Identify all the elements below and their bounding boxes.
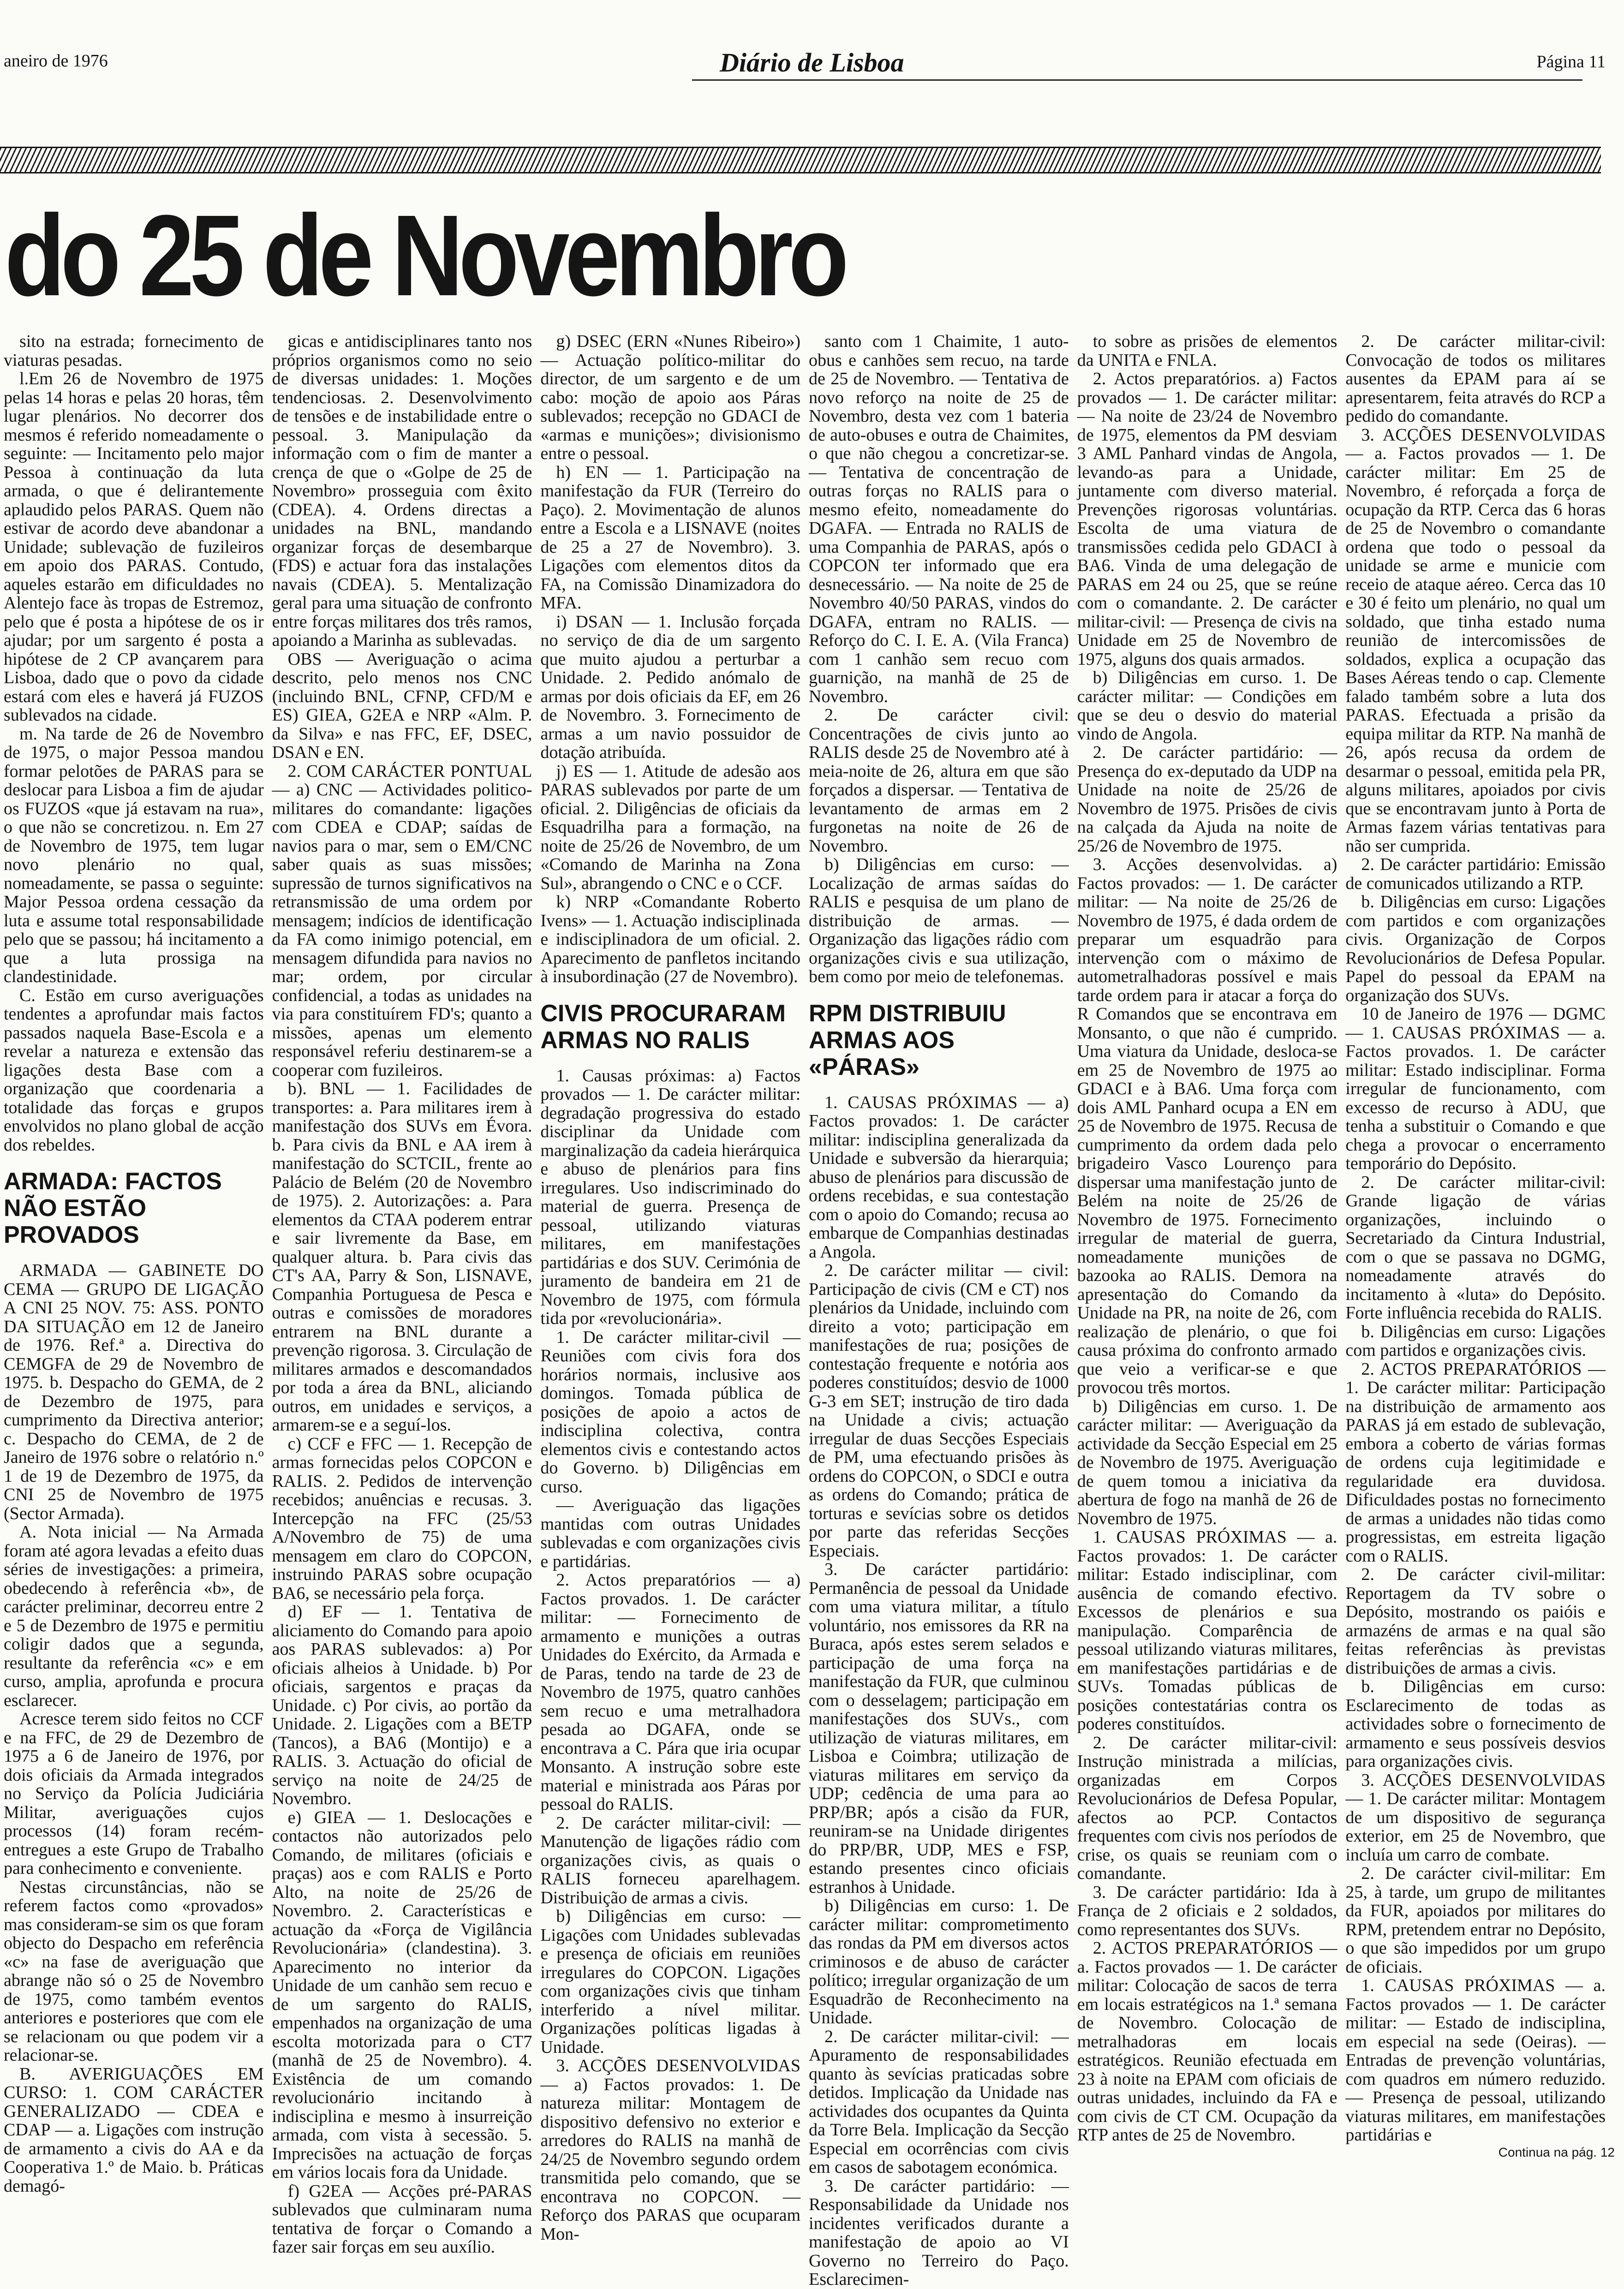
section-heading: ARMADA: FACTOS NÃO ESTÃO PROVADOS: [4, 1168, 222, 1248]
paragraph: 3. Acções desenvolvidas. a) Factos provados: — 1. De carácter militar: — Na noite de 25/26 de Novembro de 1975, é dada ordem de preparar um esquadrão para intervenção com o máximo de autometralhadoras possível e mais tarde ordem para ir atacar a força do R Comandos que se encontrava em Monsanto, o que não é cumprido. Uma viatura da Unidade, desloca-se em 25 de Novembro de 1975 ao GDACI e à BA6. Uma força com dois AML Panhard ocupa a EN em 25 de Novembro de 1975. Recusa de cumprimento da ordem dada pelo brigadeiro Vasco Lourenço para dispersar uma manifestação junto de Belém na noite de 25/26 de Novembro de 1975. Fornecimento irregular de material de guerra, nomeadamente munições de bazooka ao RALIS. Demora na apresentação do Comando da Unidade na PR, na noite de 26, com realização de plenário, o que foi causa próxima do confronto armado que veio a verificar-se e que provocou três mortos.: [1077, 855, 1337, 1397]
paragraph: B. AVERIGUAÇÕES EM CURSO: 1. COM CARÁCTER GENERALIZADO — CDEA e CDAP — a. Ligações com instrução de armamento a civis do AA e da Cooperativa 1.º de Maio. b. Práticas demagó-: [4, 2064, 264, 2196]
column-3: [540, 332, 801, 2244]
paragraph: 2. De carácter militar-civil: — Manutenção de ligações rádio com organizações civis, as quais o RALIS forneceu aparelhagem. Distribuição de armas a civis.: [540, 1813, 801, 1908]
paragraph: 10 de Janeiro de 1976 — DGMC — 1. CAUSAS PRÓXIMAS — a. Factos provados. 1. De carácter militar: Estado indisciplinar. Forma irregular de funcionamento, com excesso de recurso à ADU, que tenha a substituir o Comando e que chega a provocar o encerramento temporário do Depósito.: [1345, 1004, 1606, 1173]
paragraph: b. Diligências em curso: Ligações com partidos e com organizações civis. Organização de Corpos Revolucionários de Defesa Popular. Papel do pessoal da EPAM na organização dos SUVs.: [1345, 892, 1606, 1005]
paragraph: 2. De carácter militar-civil: — Apuramento de responsabilidades quanto às sevícias praticadas sobre detidos. Implicação da Unidade nas actividades dos ocupantes da Quinta da Torre Bela. Implicação da Secção Especial em ocorrências com civis em casos de sabotagem económica.: [809, 2027, 1069, 2177]
column-1: [4, 332, 264, 2196]
paragraph: 2. ACTOS PREPARATÓRIOS — a. Factos provados — 1. De carácter militar: Colocação de sacos de terra em locais estratégicos na 1.ª semana de Novembro. Colocação de metralhadoras em locais estratégicos. Reunião efectuada em 23 à noite na EPAM com oficiais de outras unidades, incluindo da FA e com civis de CT CM. Ocupação da RTP antes de 25 de Novembro.: [1077, 1938, 1337, 2145]
paragraph: b) Diligências em curso. 1. De carácter militar: — Condições em que se deu o desvio do material vindo de Angola.: [1077, 668, 1337, 744]
paragraph: 1. De carácter militar-civil — Reuniões com civis fora dos horários normais, inclusive aos domingos. Tomada pública de posições de apoio a actos de indisciplina colectiva, contra elementos civis e contestando actos do Governo. b) Diligências em curso.: [540, 1327, 801, 1496]
paragraph: C. Estão em curso averiguações tendentes a aprofundar mais factos passados naquela Base-Escola e a revelar a natureza e extensão das ligações desta Base com a organização que coordenaria a totalidade das forças e grupos envolvidos no plano global de acção dos rebeldes.: [4, 985, 264, 1155]
paragraph: Nestas circunstâncias, não se referem factos como «provados» mas consideram-se sim os que foram objecto do Despacho em referência «c» na fase de averiguação que abrange não só o 25 de Novembro de 1975, como também eventos anteriores e posteriores que com ele se relacionam ou que podem vir a relacionar-se.: [4, 1877, 264, 2065]
decorative-hatch-band: [0, 147, 1601, 173]
page-number: Página 11: [1536, 52, 1606, 72]
paragraph: 2. Actos preparatórios. a) Factos provados — 1. De carácter militar: — Na noite de 23/24 de Novembro de 1975, elementos da PM desviam 3 AML Panhard vindas de Angola, levando-as para a Unidade, juntamente com diverso material. Prevenções rigorosas voluntárias. Escolta de uma viatura de transmissões cedida pelo GDACI à BA6. Vinda de uma delegação de PARAS em 24 ou 25, que se reúne com o comandante. 2. De carácter militar-civil: — Presença de civis na Unidade em 25 de Novembro de 1975, alguns dos quais armados.: [1077, 369, 1337, 669]
paragraph: b. Diligências em curso: Ligações com partidos e organizações civis.: [1345, 1322, 1606, 1360]
paragraph: l.Em 26 de Novembro de 1975 pelas 14 horas e pelas 20 horas, têm lugar plenários. No decorrer dos mesmos é referido nomeadamente o seguinte: — Incitamento pelo major Pessoa à continuação da luta armada, o que é delirantemente aplaudido pelos PARAS. Quem não estivar de acordo deve abandonar a Unidade; sublevação de fuzileiros em apoio dos PARAS. Contudo, aqueles estarão em dificuldades no Alentejo face às tropas de Estremoz, pelo que é posta a hipótese de os ir ajudar; por um sargento é posta a hipótese de 2 CP avançarem para Lisboa, dado que o povo da cidade estará com eles e haverá já FUZOS sublevados na cidade.: [4, 369, 264, 725]
paragraph: gicas e antidisciplinares tanto nos próprios organismos como no seio de diversas unidades: 1. Moções tendenciosas. 2. Desenvolvimento de tensões e de instabilidade entre o pessoal. 3. Manipulação da informação com o fim de manter a crença de que o «Golpe de 25 de Novembro» prosseguia com êxito (CDEA). 4. Ordens directas a unidades na BNL, mandando organizar forças de desembarque (FDS) e actuar fora das instalações navais (CDEA). 5. Mentalização geral para uma situação de confronto entre forças militares dos três ramos, apoiando a Marinha as sublevadas.: [272, 332, 532, 650]
paragraph: OBS — Averiguação o acima descrito, pelo menos nos CNC (incluindo BNL, CFNP, CFD/M e ES) GIEA, G2EA e NRP «Alm. P. da Silva» e nas FFC, EF, DSEC, DSAN e EN.: [272, 649, 532, 762]
paragraph: 1. CAUSAS PRÓXIMAS — a. Factos provados: 1. De carácter militar: Estado indisciplinar, com ausência de comando efectivo. Excessos de plenários e sua manipulação. Comparência de pessoal utilizando viaturas militares, em manifestações partidárias e de SUVs. Tomadas públicas de posições contestatárias contra os poderes constituídos.: [1077, 1527, 1337, 1734]
paragraph: 2. De carácter militar-civil: Grande ligação de várias organizações, incluindo o Secretariado da Cintura Industrial, com o que se passava no DGMG, nomeadamente através do incitamento à «luta» do Depósito. Forte influência recebida do RALIS.: [1345, 1172, 1606, 1323]
paragraph: b) Diligências em curso: — Ligações com Unidades sublevadas e presença de oficiais em reuniões irregulares do COPCON. Ligações com organizações civis que tinham interferido a nível militar. Organizações políticas ligadas à Unidade.: [540, 1907, 801, 2057]
paragraph: A. Nota inicial — Na Armada foram até agora levadas a efeito duas séries de investigações: a primeira, obedecendo à referência «b», de carácter preliminar, decorreu entre 2 e 5 de Dezembro de 1975 e permitiu coligir dados que a segunda, resultante da referência «c» e em curso, amplia, aprofunda e procura esclarecer.: [4, 1522, 264, 1710]
column-4: [809, 332, 1069, 2289]
page-header: [0, 0, 1624, 92]
paragraph: b. Diligências em curso: Esclarecimento de todas as actividades sobre o fornecimento de armamento e seus possíveis desvios para organizações civis.: [1345, 1677, 1606, 1771]
paragraph: e) GIEA — 1. Deslocações e contactos não autorizados pelo Comando, de militares (oficiais e praças) aos e com RALIS e Porto Alto, na noite de 25/26 de Novembro. 2. Características e actuação da «Força de Vigilância Revolucionária» (clandestina). 3. Aparecimento no interior da Unidade de um canhão sem recuo e de um sargento do RALIS, empenhados na organização de uma escolta motorizada para o CT7 (manhã de 25 de Novembro). 4. Existência de um comando revolucionário incitando à indisciplina e mesmo à insurreição armada, com vista à secessão. 5. Imprecisões na actuação de forças em vários locais fora da Unidade.: [272, 1807, 532, 2182]
column-6: [1345, 332, 1606, 2145]
paragraph: g) DSEC (ERN «Nunes Ribeiro») — Actuação político-militar do director, de um sargento e de um cabo: moção de apoio aos Páras sublevados; recepção no GDACI de «armas e munições»; divisionismo entre o pessoal.: [540, 332, 801, 463]
paragraph: j) ES — 1. Atitude de adesão aos PARAS sublevados por parte de um oficial. 2. Diligências de oficiais da Esquadrilha para a formação, na noite de 25/26 de Novembro, de um «Comando de Marinha na Zona Sul», abrangendo o CNC e o CCF.: [540, 761, 801, 893]
paragraph: b) Diligências em curso: — Localização de armas saídas do RALIS e pesquisa de um plano de distribuição de armas. — Organização das ligações rádio com organizações civis e sua utilização, bem como por meio de telefonemas.: [809, 855, 1069, 986]
paragraph: b). BNL — 1. Facilidades de transportes: a. Para militares irem à manifestação dos SUVs em Évora. b. Para civis da BNL e AA irem à manifestação do SCTCIL, frente ao Palácio de Belém (20 de Novembro de 1975). 2. Autorizações: a. Para elementos da CTAA poderem entrar e sair livremente da Base, em qualquer altura. b. Para civis das CT's AA, Parry & Son, LISNAVE, Companhia Portuguesa de Pesca e outras e comissões de moradores entrarem na BNL durante a prevenção rigorosa. 3. Circulação de militares armados e descomandados por toda a área da BNL, aliciando outros, em unidades e serviços, a armarem-se e a seguí-los.: [272, 1079, 532, 1435]
column-5: [1077, 332, 1337, 2145]
paragraph: sito na estrada; fornecimento de viaturas pesadas.: [4, 332, 264, 370]
paragraph: 3. ACÇÕES DESENVOLVIDAS — a) Factos provados: 1. De natureza militar: Montagem de dispositivo defensivo no exterior e arredores do RALIS na manhã de 24/25 de Novembro segundo ordem transmitida pelo comando, que se encontrava no COPCON. — Reforço dos PARAS que ocuparam Mon-: [540, 2056, 801, 2244]
continuation-note: Continua na pág. 12: [1498, 2145, 1615, 2159]
paragraph: m. Na tarde de 26 de Novembro de 1975, o major Pessoa mandou formar pelotões de PARAS para se deslocar para Lisboa a fim de ajudar os FUZOS «que já estavam na rua», o que não se concretizou. n. Em 27 de Novembro de 1975, tem lugar novo plenário no qual, nomeadamente, se passa o seguinte: Major Pessoa ordena cessação da luta e assume total responsabilidade pelo que se passou; há incitamento a que a luta prossiga na clandestinidade.: [4, 724, 264, 986]
paragraph: i) DSAN — 1. Inclusão forçada no serviço de dia de um sargento que muito ajudou a perturbar a Unidade. 2. Pedido anómalo de armas por dois oficiais da EF, em 26 de Novembro. 3. Fornecimento de armas a um navio possuidor de dotação atribuída.: [540, 612, 801, 762]
paragraph: santo com 1 Chaimite, 1 auto-obus e canhões sem recuo, na tarde de 25 de Novembro. — Tentativa de novo reforço na noite de 25 de Novembro, desta vez com 1 bateria de auto-obuses e outra de Chaimites, o que não chegou a concretizar-se. — Tentativa de concentração de outras forças no RALIS para o mesmo efeito, nomeadamente do DGAFA. — Entrada no RALIS de uma Companhia de PARAS, após o COPCON ter informado que era desnecessário. — Na noite de 25 de Novembro 40/50 PARAS, vindos do DGAFA, entram no RALIS. — Reforço do C. I. E. A. (Vila Franca) com 1 canhão sem recuo com guarnição, na manhã de 25 de Novembro.: [809, 332, 1069, 706]
headline: do 25 de Novembro: [5, 191, 844, 320]
paragraph: 2. Actos preparatórios — a) Factos provados. 1. De carácter militar: — Fornecimento de armamento e munições a outras Unidades do Exército, da Armada e de Paras, tendo na tarde de 23 de Novembro de 1975, quatro canhões sem recuo e uma metralhadora pesada ao DGAFA, onde se encontrava a C. Pára que iria ocupar Monsanto. A instrução sobre este material e ministrada aos Páras por pessoal do RALIS.: [540, 1570, 801, 1814]
paragraph: 2. De carácter militar-civil: Instrução ministrada a milícias, organizadas em Corpos Revolucionários de Defesa Popular, afectos ao PCP. Contactos frequentes com civis nos períodos de crise, os quais se reuniam com o comandante.: [1077, 1733, 1337, 1883]
paragraph: 1. CAUSAS PRÓXIMAS — a. Factos provados — 1. De carácter militar: — Estado de indisciplina, em especial na sede (Oeiras). — Entradas de prevenção voluntárias, com quadros em número reduzido. — Presença de pessoal, utilizando viaturas militares, em manifestações partidárias e: [1345, 1976, 1606, 2145]
paragraph: Acresce terem sido feitos no CCF e na FFC, de 29 de Dezembro de 1975 a 6 de Janeiro de 1976, por dois oficiais da Armada integrados no Serviço da Polícia Judiciária Militar, averiguações cujos processos (14) foram recém-entregues a este Grupo de Trabalho para conhecimento e conveniente.: [4, 1709, 264, 1878]
paragraph: 1. CAUSAS PRÓXIMAS — a) Factos provados: 1. De carácter militar: indisciplina generalizada da Unidade e subversão da hierarquia; abuso de plenários para discussão de ordens recebidas, e sua contestação com o apoio do Comando; recusa ao embarque de Companhias destinadas a Angola.: [809, 1092, 1069, 1262]
section-heading: RPM DISTRIBUIU ARMAS AOS «PÁRAS»: [809, 1000, 1006, 1080]
paragraph: b) Diligências em curso. 1. De carácter militar: — Averiguação da actividade da Secção Especial em 25 de Novembro de 1975. Averiguação de quem tomou a iniciativa da abertura de fogo na manhã de 26 de Novembro de 1975.: [1077, 1396, 1337, 1528]
paragraph: 2. De carácter partidário: — Presença do ex-deputado da UDP na Unidade na noite de 25/26 de Novembro de 1975. Prisões de civis na calçada da Ajuda na noite de 25/26 de Novembro de 1975.: [1077, 743, 1337, 856]
column-2: [272, 332, 532, 2257]
paragraph: 3. De carácter partidário: — Responsabilidade da Unidade nos incidentes verificados durante a manifestação de apoio ao VI Governo no Terreiro do Paço. Esclarecimen-: [809, 2176, 1069, 2289]
paragraph: — Averiguação das ligações mantidas com outras Unidades sublevadas e com organizações civis e partidárias.: [540, 1496, 801, 1571]
paragraph: h) EN — 1. Participação na manifestação da FUR (Terreiro do Paço). 2. Movimentação de alunos entre a Escola e a LISNAVE (noites de 25 a 27 de Novembro). 3. Ligações com elementos ditos da FA, na Comissão Dinamizadora do MFA.: [540, 462, 801, 613]
paragraph: 2. ACTOS PREPARATÓRIOS — 1. De carácter militar: Participação na distribuição de armamento aos PARAS já em estado de sublevação, embora a coberto de várias formas de ordens cuja legitimidade e regularidade era duvidosa. Dificuldades postas no fornecimento de armas a unidades não tidas como progressistas, em estreita ligação com o RALIS.: [1345, 1359, 1606, 1566]
paragraph: 3. ACÇÕES DESENVOLVIDAS — a. Factos provados — 1. De carácter militar: Em 25 de Novembro, é reforçada a força de ocupação da RTP. Cerca das 6 horas de 25 de Novembro o comandante ordena que todo o pessoal da unidade se arme e municie com receio de ataque aéreo. Cerca das 10 e 30 é feito um plenário, no qual um soldado, que tinha estado numa reunião de intercomissões de soldados, explica a ocupação das Bases Aéreas tendo o cap. Clemente falado também sobre a luta dos PARAS. Efectuada a prisão da equipa militar da RTP. Na manhã de 26, após recusa da ordem de desarmar o pessoal, emitida pela PR, alguns militares, apoiados por civis que se encontravam junto à Porta de Armas fazem várias tentativas para não ser cumprida.: [1345, 425, 1606, 856]
paragraph: 3. ACÇÕES DESENVOLVIDAS — 1. De carácter militar: Montagem de um dispositivo de segurança exterior, em 25 de Novembro, que incluía um carro de combate.: [1345, 1770, 1606, 1865]
paragraph: 2. De carácter militar-civil: Convocação de todos os militares ausentes da EPAM para aí se apresentarem, feita através do RCP a pedido do comandante.: [1345, 332, 1606, 426]
section-heading: CIVIS PROCURARAM ARMAS NO RALIS: [540, 1000, 786, 1054]
paragraph: ARMADA — GABINETE DO CEMA — GRUPO DE LIGAÇÃO A CNI 25 NOV. 75: ASS. PONTO DA SITUAÇÃO em 12 de Janeiro de 1976. Ref.ª a. Directiva do CEMGFA de 29 de Novembro de 1975. b. Despacho do GEMA, de 2 de Dezembro de 1975, para cumprimento da Directiva anterior; c. Despacho do CEMA, de 2 de Janeiro de 1976 sobre o relatório n.º 1 de 19 de Dezembro de 1975, da CNI 25 de Novembro de 1975 (Sector Armada).: [4, 1261, 264, 1523]
paragraph: d) EF — 1. Tentativa de aliciamento do Comando para apoio aos PARAS sublevados: a) Por oficiais alheios à Unidade. b) Por oficiais, sargentos e praças da Unidade. c) Por civis, ao portão da Unidade. 2. Ligações com a BETP (Tancos), a BA6 (Montijo) e a RALIS. 3. Actuação do oficial de serviço na noite de 24/25 de Novembro.: [272, 1602, 532, 1808]
paragraph: 2. De carácter partidário: Emissão de comunicados utilizando a RTP.: [1345, 855, 1606, 893]
paragraph: 2. COM CARÁCTER PONTUAL — a) CNC — Actividades politico-militares do comandante: ligações com CDEA e CDAP; saídas de navios para o mar, sem o EM/CNC saber quais as suas missões; supressão de turnos significativos na retransmissão de uma ordem por mensagem; indícios de identificação da FA como inimigo potencial, em mensagem difundida para navios no mar; ordem, por circular confidencial, a todas as unidades na via para constituírem FD's; quanto a missões, apenas um elemento responsável referiu destinarem-se a cooperar com fuzileiros.: [272, 761, 532, 1080]
paragraph: f) G2EA — Acções pré-PARAS sublevados que culminaram numa tentativa de forçar o Comando a fazer sair forças em seu auxílio.: [272, 2181, 532, 2257]
paragraph: 2. De carácter civil-militar: Em 25, à tarde, um grupo de militantes da FUR, apoiados por militares do RPM, pretendem entrar no Depósito, o que são impedidos por um grupo de oficiais.: [1345, 1864, 1606, 1977]
paragraph: 2. De carácter civil: Concentrações de civis junto ao RALIS desde 25 de Novembro até à meia-noite de 26, altura em que são forçados a dispersar. — Tentativa de levantamento de armas em 2 furgonetas na noite de 26 de Novembro.: [809, 705, 1069, 856]
paragraph: 1. Causas próximas: a) Factos provados — 1. De carácter militar: degradação progressiva do estado disciplinar da Unidade com marginalização da cadeia hierárquica e abuso de plenários para fins irregulares. Uso indiscriminado do material de guerra. Presença de pessoal, utilizando viaturas militares, em manifestações partidárias e dos SUV. Cerimónia de juramento de bandeira em 21 de Novembro de 1975, com fórmula tida por «revolucionária».: [540, 1066, 801, 1328]
paragraph: c) CCF e FFC — 1. Recepção de armas fornecidas pelos COPCON e RALIS. 2. Pedidos de intervenção recebidos; anuências e recusas. 3. Intercepção na FFC (25/53 A/Novembro de 75) de uma mensagem em claro do COPCON, instruindo PARAS sobre ocupação BA6, se necessário pela força.: [272, 1434, 532, 1603]
paragraph: 3. De carácter partidário: Ida à França de 2 oficiais e 2 soldados, como representantes dos SUVs.: [1077, 1882, 1337, 1939]
masthead: Diário de Lisboa: [720, 48, 904, 77]
paragraph: 2. De carácter civil-militar: Reportagem da TV sobre o Depósito, mostrando os paióis e armazéns de armas e na qual são feitas referências às previstas distribuições de armas a civis.: [1345, 1565, 1606, 1678]
paragraph: 3. De carácter partidário: Permanência de pessoal da Unidade com uma viatura militar, a título voluntário, nos emissores da RR na Buraca, após estes serem selados e participação de uma força na manifestação da FUR, que culminou com o desselagem; participação em manifestações dos SUVs., com utilização de viaturas militares, em Lisboa e Coimbra; utilização de viaturas militares em serviço da UDP; cedência de uma para ao PRP/BR; após a cisão da FUR, reuniram-se na Unidade dirigentes do PRP/BR, UDP, MES e FSP, estando presentes cinco oficiais estranhos à Unidade.: [809, 1560, 1069, 1897]
paragraph: k) NRP «Comandante Roberto Ivens» — 1. Actuação indisciplinada e indisciplinadora de um oficial. 2. Aparecimento de panfletos incitando à insubordinação (27 de Novembro).: [540, 892, 801, 986]
paragraph: 2. De carácter militar — civil: Participação de civis (CM e CT) nos plenários da Unidade, incluindo com direito a voto; participação em manifestações de rua; posições de contestação frequente e notória aos poderes constituídos; desvio de 1000 G-3 em SET; instrução de tiro dada na Unidade a civis; actuação irregular de duas Secções Especiais de PM, uma efectuando prisões às ordens do COPCON, o SDCI e outra as ordens do Comando; prática de torturas e sevícias sobre os detidos por parte das referidas Secções Especiais.: [809, 1261, 1069, 1561]
issue-date: aneiro de 1976: [4, 51, 108, 71]
header-rule: [692, 79, 1582, 81]
paragraph: b) Diligências em curso: 1. De carácter militar: comprometimento das rondas da PM em diversos actos criminosos e de abuso de carácter político; irregular organização de um Esquadrão de Reconhecimento na Unidade.: [809, 1896, 1069, 2027]
paragraph: to sobre as prisões de elementos da UNITA e FNLA.: [1077, 332, 1337, 370]
